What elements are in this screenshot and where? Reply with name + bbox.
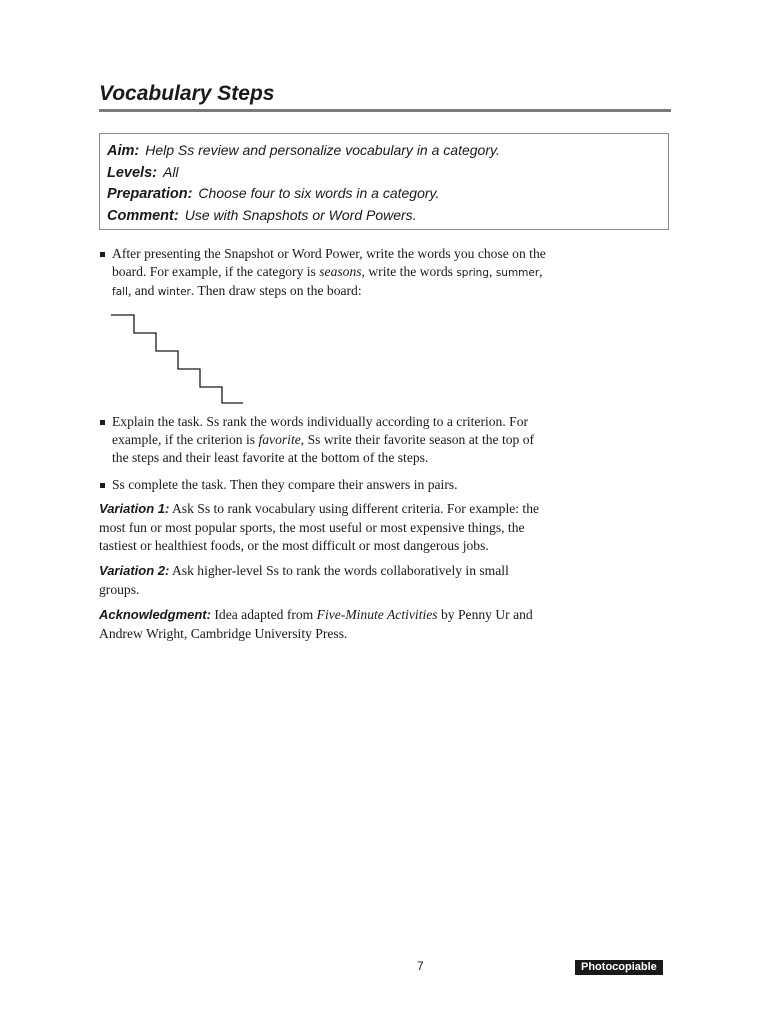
steps-diagram <box>111 313 247 407</box>
word-winter: winter <box>157 286 191 298</box>
preparation-label: Preparation: <box>107 186 193 202</box>
comment-row <box>107 205 668 227</box>
aim-row <box>107 140 668 162</box>
page-number: 7 <box>417 959 424 973</box>
acknowledgment <box>99 606 549 643</box>
photocopiable-badge: Photocopiable <box>575 960 663 975</box>
instruction-1-text-a: After presenting the Snapshot or Word Power, write the words you chose on the board. For example, if the category is <box>112 246 546 279</box>
info-box <box>99 133 669 230</box>
variation-2-label: Variation 2: <box>99 563 170 578</box>
acknowledgment-text-b: by Penny Ur and Andrew Wright, Cambridge University Press. <box>99 607 533 641</box>
instruction-2-text-b: , Ss write their favorite season at the top of the steps and their least favorite at the bottom of the steps. <box>112 432 535 465</box>
comment-text: Use with Snapshots or Word Powers. <box>184 206 417 223</box>
instruction-2-favorite: favorite <box>258 432 301 447</box>
word-fall: fall <box>112 286 128 298</box>
page-title: Vocabulary Steps <box>99 82 275 105</box>
instruction-3-text: Ss complete the task. Then they compare their answers in pairs. <box>112 477 458 492</box>
instruction-list-3 <box>99 476 549 494</box>
levels-text: All <box>162 163 179 180</box>
acknowledgment-label: Acknowledgment: <box>99 607 211 622</box>
variation-1 <box>99 500 549 556</box>
steps-line <box>111 315 243 403</box>
variation-1-label: Variation 1: <box>99 501 170 516</box>
variation-2-text: Ask higher-level Ss to rank the words collaboratively in small groups. <box>99 563 509 597</box>
instruction-list <box>99 245 549 301</box>
acknowledgment-text-a: Idea adapted from <box>214 607 317 622</box>
instruction-2 <box>99 413 549 467</box>
instruction-1-text-c: . Then draw steps on the board: <box>190 283 362 298</box>
instruction-2-text-a: Explain the task. Ss rank the words individually according to a criterion. For example, if the criterion is <box>112 414 529 447</box>
word-spring: spring <box>456 267 490 279</box>
comment-label: Comment: <box>107 207 179 224</box>
instruction-3 <box>99 476 549 494</box>
word-summer: summer <box>495 267 540 279</box>
variation-1-text: Ask Ss to rank vocabulary using different criteria. For example: the most fun or most popular sports, the most useful or most expensive things, the tastiest or healthiest foods, or the most difficult or most dangerous jobs. <box>99 501 540 553</box>
instruction-list-2 <box>99 413 549 467</box>
variation-2 <box>99 562 549 599</box>
acknowledgment-book: Five-Minute Activities <box>316 607 438 622</box>
preparation-text: Choose four to six words in a category. <box>198 185 440 201</box>
instruction-1-and: , and <box>127 283 158 298</box>
levels-row <box>107 162 668 184</box>
instruction-1-seasons: seasons <box>319 264 362 279</box>
preparation-row <box>107 183 668 205</box>
instruction-1: After presenting the Snapshot or Word Power, write the words you chose on the board. For example, if the category is seasons, write the words spring, summer, fall, and winter. Then draw steps on the board: <box>99 245 549 301</box>
aim-text: Help Ss review and personalize vocabulary in a category. <box>145 142 500 158</box>
title-rule <box>99 109 671 112</box>
aim-label: Aim: <box>107 143 140 159</box>
levels-label: Levels: <box>107 164 157 181</box>
instruction-1-text-b: , write the words <box>361 264 457 279</box>
